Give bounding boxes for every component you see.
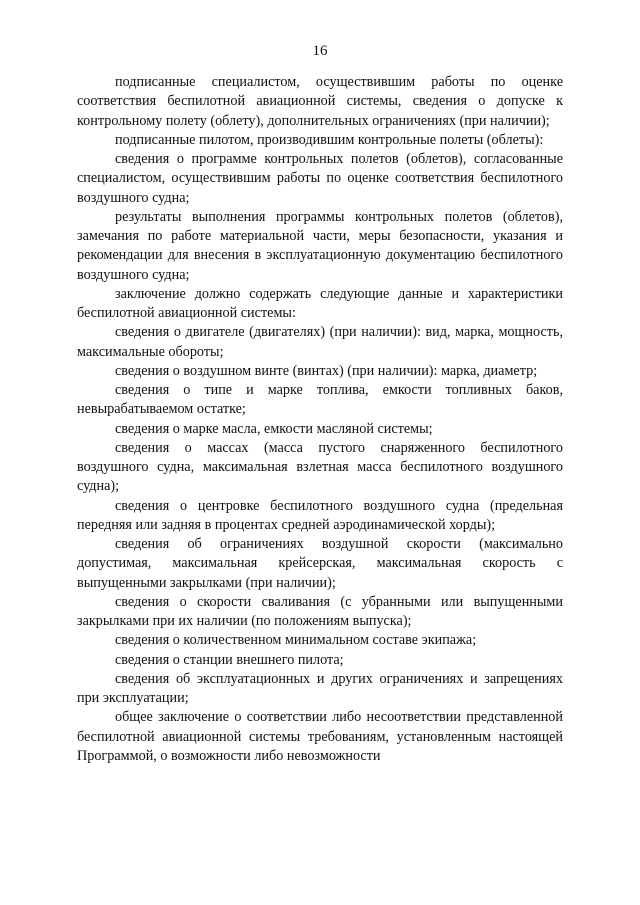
paragraph: сведения о двигателе (двигателях) (при наличии): вид, марка, мощность, максимальные обороты;	[77, 324, 563, 360]
paragraph: результаты выполнения программы контрольных полетов (облетов), замечания по работе материальной части, меры безопасности, указания и рекомендации для внесения в эксплуатационную документацию беспилотного воздушного судна;	[77, 208, 563, 283]
paragraph: заключение должно содержать следующие данные и характеристики беспилотной авиационной системы:	[77, 285, 563, 321]
document-body	[77, 73, 563, 766]
paragraph: сведения о количественном минимальном составе экипажа;	[115, 632, 477, 649]
paragraph: сведения о массах (масса пустого снаряженного беспилотного воздушного судна, максимальная взлетная масса беспилотного воздушного судна);	[77, 439, 563, 495]
paragraph: сведения о программе контрольных полетов (облетов), согласованные специалистом, осуществившим работы по оценке соответствия беспилотного воздушного судна;	[77, 151, 563, 206]
page-number: 16	[312, 43, 328, 59]
paragraph: сведения о станции внешнего пилота;	[115, 651, 344, 668]
paragraph: подписанные пилотом, производившим контрольные полеты (облеты):	[115, 131, 544, 148]
paragraph: сведения об ограничениях воздушной скорости (максимально допустимая, максимальная крейсерская, максимальная скорость с выпущенными закрылками (при наличии);	[77, 536, 563, 591]
paragraph: сведения о скорости сваливания (с убранными или выпущенными закрылками при их наличии (по положениям выпуска);	[77, 593, 563, 629]
paragraph: сведения о типе и марке топлива, емкости топливных баков, невырабатываемом остатке;	[77, 382, 563, 418]
paragraph: сведения о центровке беспилотного воздушного судна (предельная передняя или задняя в процентах средней аэродинамической хорды);	[77, 497, 563, 533]
paragraph: сведения о марке масла, емкости масляной системы;	[115, 420, 433, 437]
paragraph: общее заключение о соответствии либо несоответствии представленной беспилотной авиационной системы требованиям, установленным настоящей Программой, о возможности либо невозможности	[77, 709, 563, 764]
paragraph: подписанные специалистом, осуществившим работы по оценке соответствия беспилотной авиационной системы, сведения о допуске к контрольному полету (облету), дополнительных ограничениях (при наличии);	[77, 74, 563, 129]
paragraph: сведения об эксплуатационных и других ограничениях и запрещениях при эксплуатации;	[77, 670, 563, 706]
paragraph: сведения о воздушном винте (винтах) (при наличии): марка, диаметр;	[115, 362, 538, 379]
